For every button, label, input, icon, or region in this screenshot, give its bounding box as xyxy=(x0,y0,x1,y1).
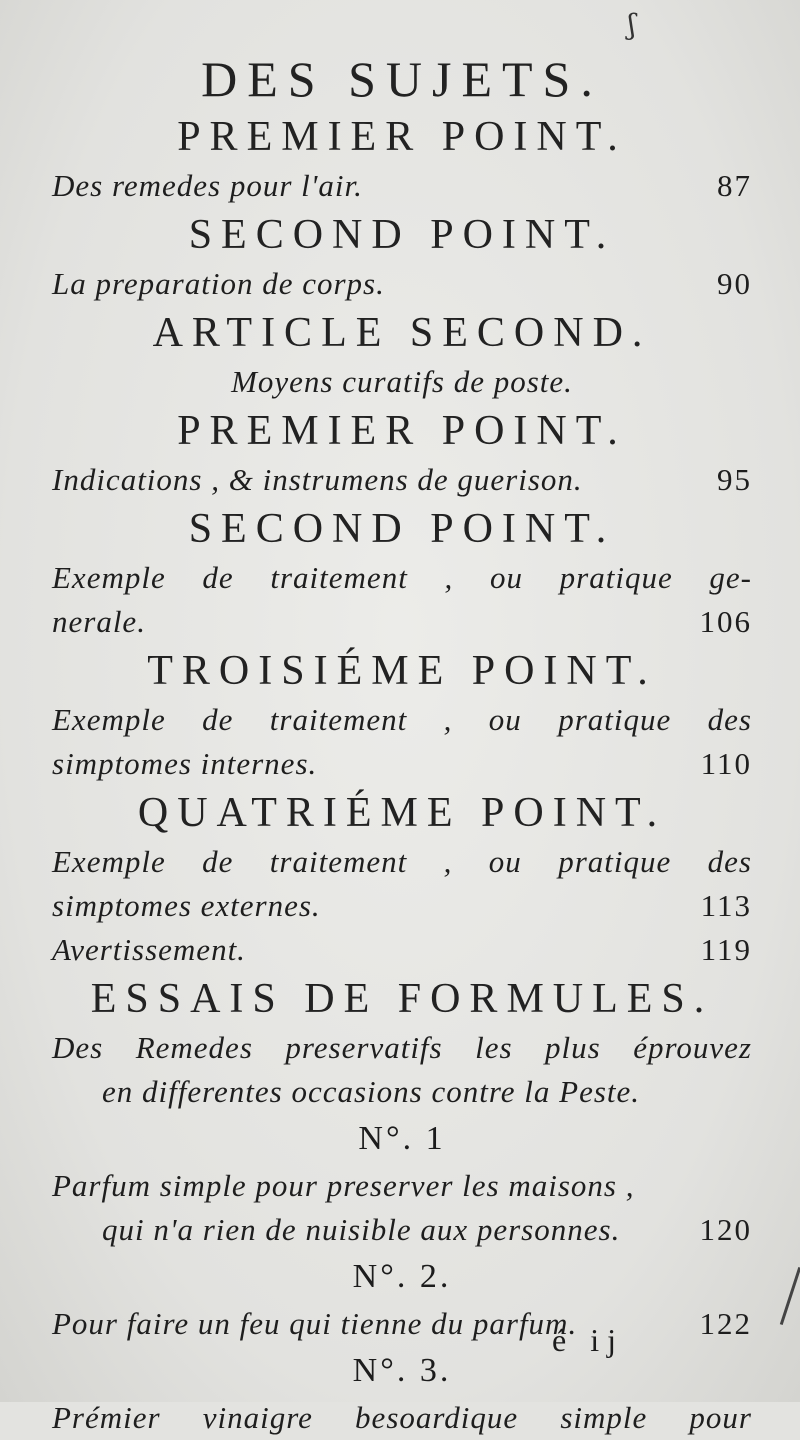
entry-text: La preparation de corps. xyxy=(52,266,385,301)
page-number: 95 xyxy=(717,462,752,497)
toc-entry xyxy=(52,1302,752,1346)
section-heading: TROISIÉME POINT. xyxy=(147,648,657,694)
page-number: 120 xyxy=(699,1212,752,1247)
page-number: 90 xyxy=(717,266,752,301)
entry-line-row xyxy=(52,742,752,786)
entry-text: Indications , & instrumens de guerison. xyxy=(52,462,583,497)
formula-number: N°. 3. xyxy=(352,1352,452,1389)
entry-line: en differentes occasions contre la Peste. xyxy=(102,1074,641,1109)
toc-entry xyxy=(52,164,752,208)
toc-entry xyxy=(52,458,752,502)
entry-text: Avertissement. xyxy=(52,932,246,967)
page-number: 119 xyxy=(700,932,752,967)
entry-text: simptomes externes. xyxy=(52,888,321,923)
section-heading: ARTICLE SECOND. xyxy=(152,310,652,356)
signature-mark: é ij xyxy=(552,1322,624,1358)
page-number: 106 xyxy=(699,604,752,639)
entry-text: Moyens curatifs de poste. xyxy=(231,364,573,399)
section-heading: PREMIER POINT. xyxy=(177,114,627,160)
toc-entry xyxy=(52,840,752,928)
section-heading: PREMIER POINT. xyxy=(177,408,627,454)
section-heading: SECOND POINT. xyxy=(188,212,616,258)
toc-entry xyxy=(52,1026,752,1114)
entry-line: Parfum simple pour preserver les maisons , xyxy=(52,1168,635,1203)
page-title: DES SUJETS. xyxy=(201,51,603,107)
entry-line-row xyxy=(52,1208,752,1252)
entry-line: Exemple de traitement , ou pratique ge- xyxy=(52,560,752,595)
page-number: 110 xyxy=(700,746,752,781)
toc-entry: Prémier vinaigre besoardique simple pour xyxy=(52,1400,752,1435)
corner-mark: ʃ xyxy=(628,8,636,41)
page-number: 87 xyxy=(717,168,752,203)
page-number: 122 xyxy=(699,1306,752,1341)
entry-line: Exemple de traitement , ou pratique des xyxy=(52,702,752,737)
entry-line-row xyxy=(52,884,752,928)
formula-number: N°. 1 xyxy=(358,1120,446,1157)
toc-entry xyxy=(52,928,752,972)
entry-text: simptomes internes. xyxy=(52,746,318,781)
toc-entry xyxy=(52,1164,752,1252)
entry-line: Exemple de traitement , ou pratique des xyxy=(52,844,752,879)
section-heading: SECOND POINT. xyxy=(188,506,616,552)
formula-number: N°. 2. xyxy=(352,1258,452,1295)
section-heading: ESSAIS DE FORMULES. xyxy=(90,976,714,1022)
entry-text: qui n'a rien de nuisible aux personnes. xyxy=(102,1212,621,1247)
edge-mark xyxy=(780,1267,800,1325)
entry-line-row xyxy=(52,600,752,644)
section-heading: QUATRIÉME POINT. xyxy=(137,790,667,836)
entry-text: Pour faire un feu qui tienne du parfum. xyxy=(52,1306,578,1341)
entry-text: nerale. xyxy=(52,604,146,639)
entry-text: Des remedes pour l'air. xyxy=(52,168,363,203)
toc-entry xyxy=(52,262,752,306)
entry-line: Des Remedes preservatifs les plus éprouvez xyxy=(52,1030,752,1065)
toc-entry xyxy=(52,698,752,786)
toc-entry xyxy=(52,556,752,644)
page-number: 113 xyxy=(700,888,752,923)
toc-entry xyxy=(52,360,752,404)
